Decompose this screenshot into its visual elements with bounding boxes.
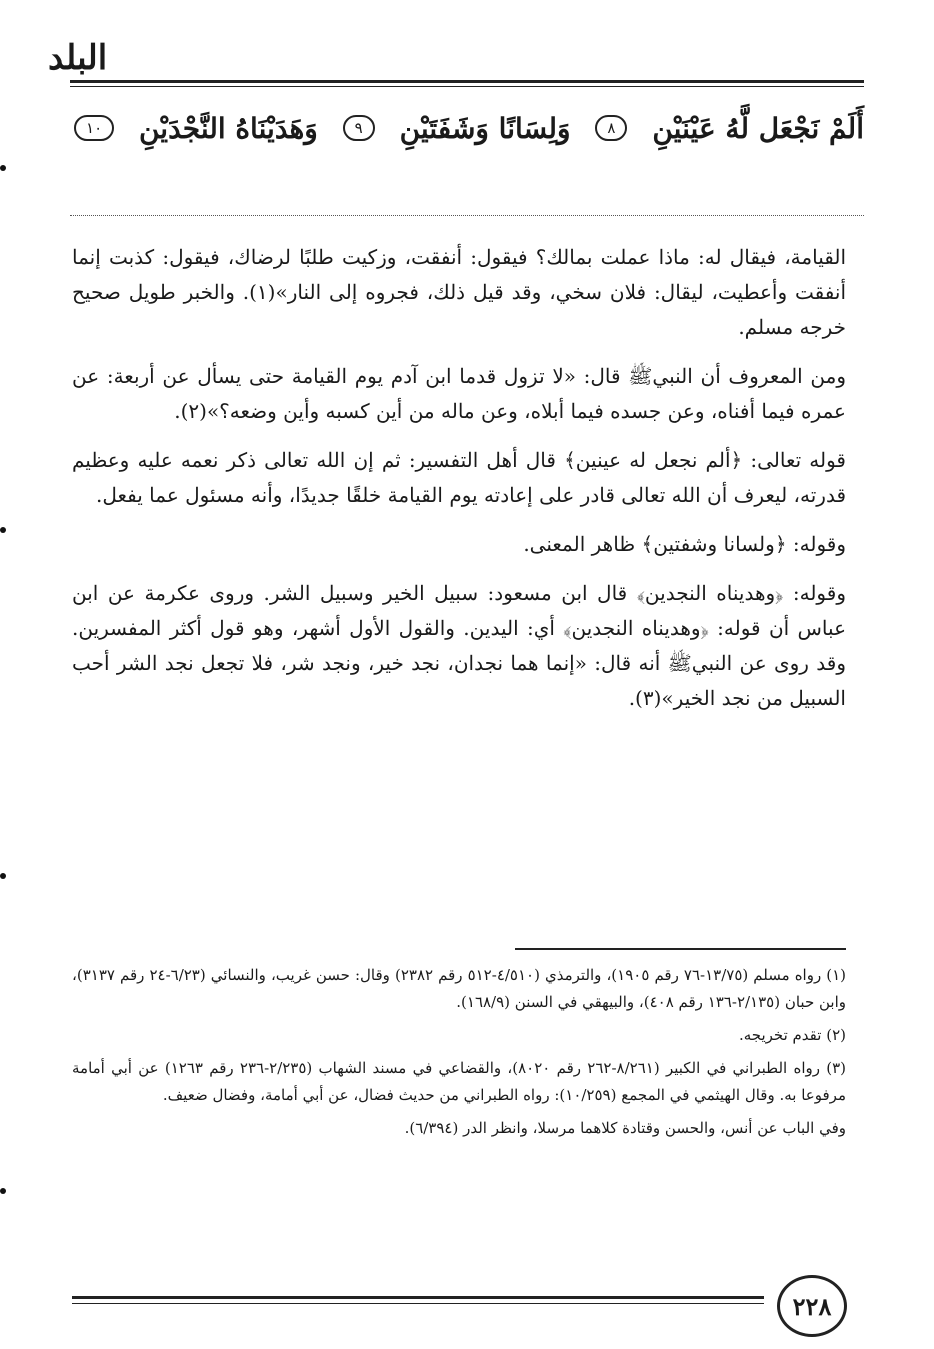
body-paragraph: ومن المعروف أن النبيﷺ قال: «لا تزول قدما ابن آدم يوم القيامة حتى يسأل عن أربعة: عن عمره فيما أفناه، وعن جسده فيما أبلاه، وعن ماله من أين كسبه وأين وضعه؟»(٢). (72, 364, 846, 423)
body-paragraph: قوله تعالى: ﴿ألم نجعل له عينين﴾ قال أهل التفسير: ثم إن الله تعالى ذكر نعمه عليه وعظيم قدرته، ليعرف أن الله تعالى قادر على إعادته يوم القيامة خلقًا جديدًا، وأنه مسئول عما يفعل. (72, 448, 846, 507)
scan-margin-dot (0, 165, 6, 171)
ayah-number-marker: ٩ (343, 115, 375, 141)
footnote: وفي الباب عن أنس، والحسن وقتادة كلاهما مرسلا، وانظر الدر (٦/٣٩٤). (404, 1119, 846, 1137)
surah-header-title: البلد (48, 38, 108, 78)
footnote: (٣) رواه الطبراني في الكبير (٨/٢٦١-٢٦٢ رقم ٨٠٢٠)، والقضاعي في مسند الشهاب (٢/٢٣٥-٢٣٦ رقم ١٢٦٣) عن أبي أمامة مرفوعا به. وقال الهيثمي في المجمع (١٠/٢٥٩): رواه الطبراني من حديث فضال، عن أبي أمامة، وفضال ضعيف. (72, 1059, 847, 1104)
scan-margin-dot (0, 873, 6, 879)
body-paragraph: وقوله: ﴿وهديناه النجدين﴾ قال ابن مسعود: سبيل الخير وسبيل الشر. وروى عكرمة عن ابن عباس أن قوله: ﴿وهديناه النجدين﴾ أي: اليدين. والقول الأول أشهر، وهو قول أكثر المفسرين. وقد روى عن النبيﷺ أنه قال: «إنما هما نجدان، نجد خير، ونجد شر، فلا تجعل نجد الشر أحب السبيل من نجد الخير»(٣). (72, 581, 846, 710)
verse-text-2: وَلِسَانًا وَشَفَتَيْنِ (399, 111, 571, 145)
footnotes (72, 962, 846, 1148)
tafsir-body (72, 240, 846, 730)
quran-verse-line (70, 100, 864, 156)
body-paragraph: وقوله: ﴿ولسانا وشفتين﴾ ظاهر المعنى. (523, 532, 846, 556)
scan-margin-dot (0, 1188, 6, 1194)
dotted-separator (70, 215, 864, 216)
ayah-number-marker: ٨ (595, 115, 627, 141)
ayah-number-marker: ١٠ (74, 115, 114, 141)
header-rule (70, 80, 864, 83)
scan-margin-dot (0, 527, 6, 533)
footnote: (١) رواه مسلم (١٣/٧٥-٧٦ رقم ١٩٠٥)، والترمذي (٤/٥١٠-٥١٢ رقم ٢٣٨٢) وقال: حسن غريب، والنسائي (٦/٢٣-٢٤ رقم ٣١٣٧)، وابن حبان (٢/١٣٥-١٣٦ رقم ٤٠٨)، والبيهقي في السنن (١٦٨/٩). (72, 966, 847, 1011)
verse-text-3: وَهَدَيْنَاهُ النَّجْدَيْنِ (138, 111, 318, 145)
header-rule-thin (70, 86, 864, 87)
verse-text-1: أَلَمْ نَجْعَل لَّهُ عَيْنَيْنِ (652, 111, 864, 145)
bottom-rule-thin (72, 1303, 764, 1304)
page-number: ٢٢٨ (777, 1275, 847, 1337)
footnote: (٢) تقدم تخريجه. (738, 1026, 846, 1044)
bottom-rule (72, 1296, 764, 1299)
body-paragraph: القيامة، فيقال له: ماذا عملت بمالك؟ فيقول: أنفقت، وزكيت طلبًا لرضاك، فيقول: كذبت إنما أنفقت وأعطيت، ليقال: فلان سخي، وقد قيل ذلك، فجروه إلى النار»(١). والخبر طويل صحيح خرجه مسلم. (72, 245, 847, 339)
footnote-separator (515, 948, 846, 950)
